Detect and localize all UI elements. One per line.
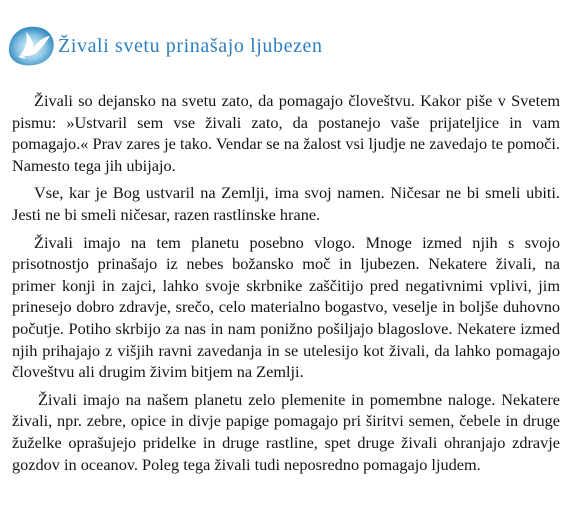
paragraph: Živali imajo na tem planetu posebno vlogo. Mnoge izmed njih s svojo prisotnostjo prinašajo iz nebes božansko moč in ljubezen. Nekatere živali, na primer konji in zajci, lahko svoje skrbnike zaščitijo pred negativnimi vplivi, jim prinesejo dobro zdravje, srečo, celo materialno bogastvo, veselje in boljše duhovno počutje. Potiho skrbijo za nas in nam ponižno pošiljajo blagoslove. Nekatere izmed njih prihajajo z višjih ravni zavedanja in se utelesijo kot živali, da lahko pomagajo človeštvu ali drugim živim bitjem na Zemlji. (12, 232, 560, 382)
page-title: Živali svetu prinašajo ljubezen (58, 35, 323, 57)
section-heading (6, 22, 566, 70)
paragraph: Vse, kar je Bog ustvaril na Zemlji, ima svoj namen. Ničesar ne bi smeli ubiti. Jesti ne bi smeli ničesar, razen rastlinske hrane. (12, 183, 560, 224)
paragraph: Živali so dejansko na svetu zato, da pomagajo človeštvu. Kakor piše v Svetem pismu: »Ustvaril sem vse živali zato, da postanejo vaše prijateljice in vam pomagajo.« Prav zares je tako. Vendar se na žalost vsi ljudje ne zavedajo te pomoči. Namesto tega jih ubijajo. (12, 91, 560, 175)
body-text (12, 90, 560, 481)
paragraph: Živali imajo na našem planetu zelo plemenite in pomembne naloge. Nekatere živali, npr. zebre, opice in divje papige pomagajo pri širitvi semen, čebele in druge žuželke oprašujejo pridelke in druge rastline, spet druge živali ohranjajo zdravje gozdov in oceanov. Poleg tega živali tudi neposredno pomagajo ljudem. (12, 389, 560, 474)
dove-icon (6, 22, 58, 68)
